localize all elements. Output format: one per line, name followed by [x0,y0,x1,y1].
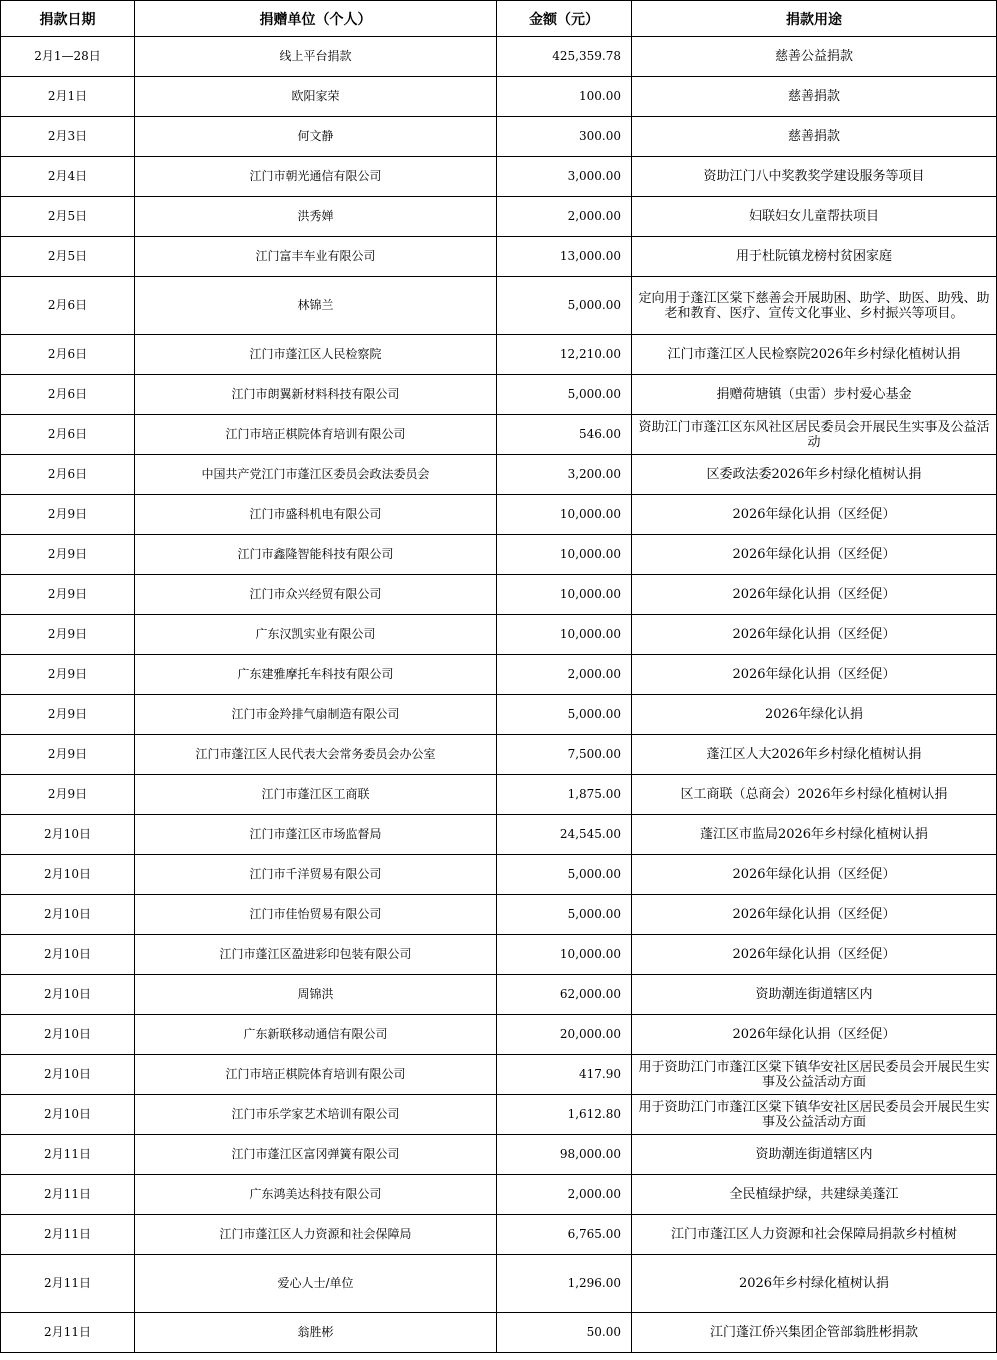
cell-donor: 江门市培正棋院体育培训有限公司 [135,1055,497,1095]
cell-date: 2月9日 [1,775,135,815]
cell-date: 2月9日 [1,495,135,535]
cell-amount: 5,000.00 [497,855,632,895]
cell-date: 2月11日 [1,1215,135,1255]
table-row [1,615,997,655]
cell-donor: 江门富丰车业有限公司 [135,237,497,277]
cell-purpose: 2026年绿化认捐（区经促） [632,935,997,975]
cell-amount: 2,000.00 [497,197,632,237]
cell-purpose: 2026年绿化认捐（区经促） [632,535,997,575]
cell-donor: 翁胜彬 [135,1313,497,1353]
table-row [1,277,997,335]
cell-purpose: 江门蓬江侨兴集团企管部翁胜彬捐款 [632,1313,997,1353]
cell-date: 2月6日 [1,415,135,455]
header-amount: 金额（元） [497,1,632,37]
cell-amount: 2,000.00 [497,655,632,695]
cell-date: 2月11日 [1,1135,135,1175]
cell-date: 2月1—28日 [1,37,135,77]
cell-amount: 10,000.00 [497,935,632,975]
cell-donor: 爱心人士/单位 [135,1255,497,1313]
table-row [1,1255,997,1313]
cell-donor: 洪秀婵 [135,197,497,237]
cell-donor: 广东新联移动通信有限公司 [135,1015,497,1055]
cell-date: 2月4日 [1,157,135,197]
cell-date: 2月10日 [1,895,135,935]
cell-date: 2月9日 [1,655,135,695]
cell-donor: 江门市蓬江区盈进彩印包装有限公司 [135,935,497,975]
table-row [1,855,997,895]
cell-date: 2月9日 [1,735,135,775]
cell-donor: 江门市众兴经贸有限公司 [135,575,497,615]
cell-amount: 7,500.00 [497,735,632,775]
table-row [1,455,997,495]
cell-date: 2月10日 [1,1055,135,1095]
cell-amount: 20,000.00 [497,1015,632,1055]
cell-amount: 50.00 [497,1313,632,1353]
cell-date: 2月10日 [1,1015,135,1055]
header-date: 捐款日期 [1,1,135,37]
cell-donor: 欧阳家荣 [135,77,497,117]
cell-purpose: 用于资助江门市蓬江区棠下镇华安社区居民委员会开展民生实事及公益活动方面 [632,1095,997,1135]
cell-date: 2月10日 [1,1095,135,1135]
cell-amount: 12,210.00 [497,335,632,375]
cell-date: 2月6日 [1,277,135,335]
table-row [1,157,997,197]
header-donor: 捐赠单位（个人） [135,1,497,37]
cell-purpose: 2026年绿化认捐（区经促） [632,895,997,935]
cell-date: 2月9日 [1,695,135,735]
cell-purpose: 用于杜阮镇龙榜村贫困家庭 [632,237,997,277]
cell-purpose: 江门市蓬江区人民检察院2026年乡村绿化植树认捐 [632,335,997,375]
cell-purpose: 资助潮连街道辖区内 [632,975,997,1015]
table-row [1,575,997,615]
cell-amount: 100.00 [497,77,632,117]
cell-donor: 江门市鑫隆智能科技有限公司 [135,535,497,575]
table-row [1,775,997,815]
cell-amount: 6,765.00 [497,1215,632,1255]
cell-amount: 1,875.00 [497,775,632,815]
cell-purpose: 慈善捐款 [632,77,997,117]
table-row [1,415,997,455]
cell-donor: 周锦洪 [135,975,497,1015]
table-row [1,975,997,1015]
cell-donor: 江门市朝光通信有限公司 [135,157,497,197]
cell-donor: 江门市蓬江区人民检察院 [135,335,497,375]
header-row [1,1,997,37]
cell-amount: 10,000.00 [497,495,632,535]
cell-date: 2月10日 [1,855,135,895]
cell-purpose: 2026年绿化认捐（区经促） [632,855,997,895]
cell-purpose: 2026年绿化认捐（区经促） [632,1015,997,1055]
cell-donor: 广东鸿美达科技有限公司 [135,1175,497,1215]
table-row [1,495,997,535]
table-row [1,335,997,375]
table-row [1,735,997,775]
table-body [1,37,997,1353]
cell-purpose: 2026年绿化认捐（区经促） [632,575,997,615]
cell-date: 2月5日 [1,237,135,277]
cell-donor: 何文静 [135,117,497,157]
table-row [1,1135,997,1175]
table-row [1,935,997,975]
table-row [1,77,997,117]
cell-amount: 10,000.00 [497,575,632,615]
cell-amount: 1,612.80 [497,1095,632,1135]
cell-donor: 江门市乐学家艺术培训有限公司 [135,1095,497,1135]
cell-date: 2月3日 [1,117,135,157]
cell-purpose: 2026年绿化认捐（区经促） [632,615,997,655]
cell-amount: 13,000.00 [497,237,632,277]
cell-amount: 98,000.00 [497,1135,632,1175]
cell-date: 2月11日 [1,1175,135,1215]
table-row [1,1015,997,1055]
cell-purpose: 慈善捐款 [632,117,997,157]
cell-amount: 1,296.00 [497,1255,632,1313]
cell-purpose: 区委政法委2026年乡村绿化植树认捐 [632,455,997,495]
cell-amount: 5,000.00 [497,277,632,335]
cell-donor: 中国共产党江门市蓬江区委员会政法委员会 [135,455,497,495]
table-row [1,895,997,935]
cell-purpose: 区工商联（总商会）2026年乡村绿化植树认捐 [632,775,997,815]
cell-purpose: 2026年绿化认捐 [632,695,997,735]
cell-donor: 线上平台捐款 [135,37,497,77]
cell-date: 2月9日 [1,615,135,655]
cell-donor: 江门市盛科机电有限公司 [135,495,497,535]
cell-date: 2月10日 [1,975,135,1015]
cell-amount: 3,200.00 [497,455,632,495]
cell-amount: 10,000.00 [497,535,632,575]
cell-purpose: 2026年绿化认捐（区经促） [632,495,997,535]
cell-amount: 62,000.00 [497,975,632,1015]
header-purpose: 捐款用途 [632,1,997,37]
cell-purpose: 资助潮连街道辖区内 [632,1135,997,1175]
cell-donor: 江门市蓬江区人民代表大会常务委员会办公室 [135,735,497,775]
table-row [1,37,997,77]
table-row [1,1313,997,1353]
cell-amount: 417.90 [497,1055,632,1095]
cell-purpose: 捐赠荷塘镇（虫雷）步村爱心基金 [632,375,997,415]
cell-purpose: 江门市蓬江区人力资源和社会保障局捐款乡村植树 [632,1215,997,1255]
cell-date: 2月10日 [1,935,135,975]
table-row [1,695,997,735]
cell-donor: 林锦兰 [135,277,497,335]
table-row [1,655,997,695]
cell-amount: 3,000.00 [497,157,632,197]
cell-date: 2月6日 [1,335,135,375]
cell-donor: 江门市培正棋院体育培训有限公司 [135,415,497,455]
cell-purpose: 用于资助江门市蓬江区棠下镇华安社区居民委员会开展民生实事及公益活动方面 [632,1055,997,1095]
cell-donor: 江门市蓬江区富冈弹簧有限公司 [135,1135,497,1175]
cell-purpose: 蓬江区市监局2026年乡村绿化植树认捐 [632,815,997,855]
cell-amount: 425,359.78 [497,37,632,77]
table-row [1,815,997,855]
cell-amount: 300.00 [497,117,632,157]
cell-donor: 江门市朗翼新材料科技有限公司 [135,375,497,415]
table-row [1,197,997,237]
cell-purpose: 资助江门八中奖教奖学建设服务等项目 [632,157,997,197]
cell-purpose: 慈善公益捐款 [632,37,997,77]
cell-donor: 江门市佳怡贸易有限公司 [135,895,497,935]
table-row [1,535,997,575]
cell-date: 2月10日 [1,815,135,855]
cell-amount: 546.00 [497,415,632,455]
cell-amount: 5,000.00 [497,375,632,415]
table-row [1,117,997,157]
cell-purpose: 2026年乡村绿化植树认捐 [632,1255,997,1313]
cell-amount: 5,000.00 [497,695,632,735]
table-row [1,1175,997,1215]
cell-date: 2月9日 [1,575,135,615]
table-row [1,1215,997,1255]
cell-date: 2月6日 [1,455,135,495]
cell-date: 2月11日 [1,1255,135,1313]
table-row [1,237,997,277]
cell-date: 2月5日 [1,197,135,237]
cell-date: 2月1日 [1,77,135,117]
cell-donor: 江门市蓬江区市场监督局 [135,815,497,855]
cell-date: 2月9日 [1,535,135,575]
table-row [1,1095,997,1135]
cell-donor: 广东建雅摩托车科技有限公司 [135,655,497,695]
cell-purpose: 蓬江区人大2026年乡村绿化植树认捐 [632,735,997,775]
cell-amount: 5,000.00 [497,895,632,935]
cell-amount: 10,000.00 [497,615,632,655]
cell-purpose: 2026年绿化认捐（区经促） [632,655,997,695]
cell-purpose: 妇联妇女儿童帮扶项目 [632,197,997,237]
cell-purpose: 定向用于蓬江区棠下慈善会开展助困、助学、助医、助残、助老和教育、医疗、宣传文化事业、乡村振兴等项目。 [632,277,997,335]
cell-date: 2月6日 [1,375,135,415]
cell-donor: 广东汉凯实业有限公司 [135,615,497,655]
cell-amount: 2,000.00 [497,1175,632,1215]
cell-donor: 江门市金羚排气扇制造有限公司 [135,695,497,735]
cell-purpose: 全民植绿护绿，共建绿美蓬江 [632,1175,997,1215]
cell-donor: 江门市蓬江区人力资源和社会保障局 [135,1215,497,1255]
cell-date: 2月11日 [1,1313,135,1353]
cell-purpose: 资助江门市蓬江区东风社区居民委员会开展民生实事及公益活动 [632,415,997,455]
cell-donor: 江门市千洋贸易有限公司 [135,855,497,895]
table-row [1,1055,997,1095]
cell-amount: 24,545.00 [497,815,632,855]
table-row [1,375,997,415]
cell-donor: 江门市蓬江区工商联 [135,775,497,815]
